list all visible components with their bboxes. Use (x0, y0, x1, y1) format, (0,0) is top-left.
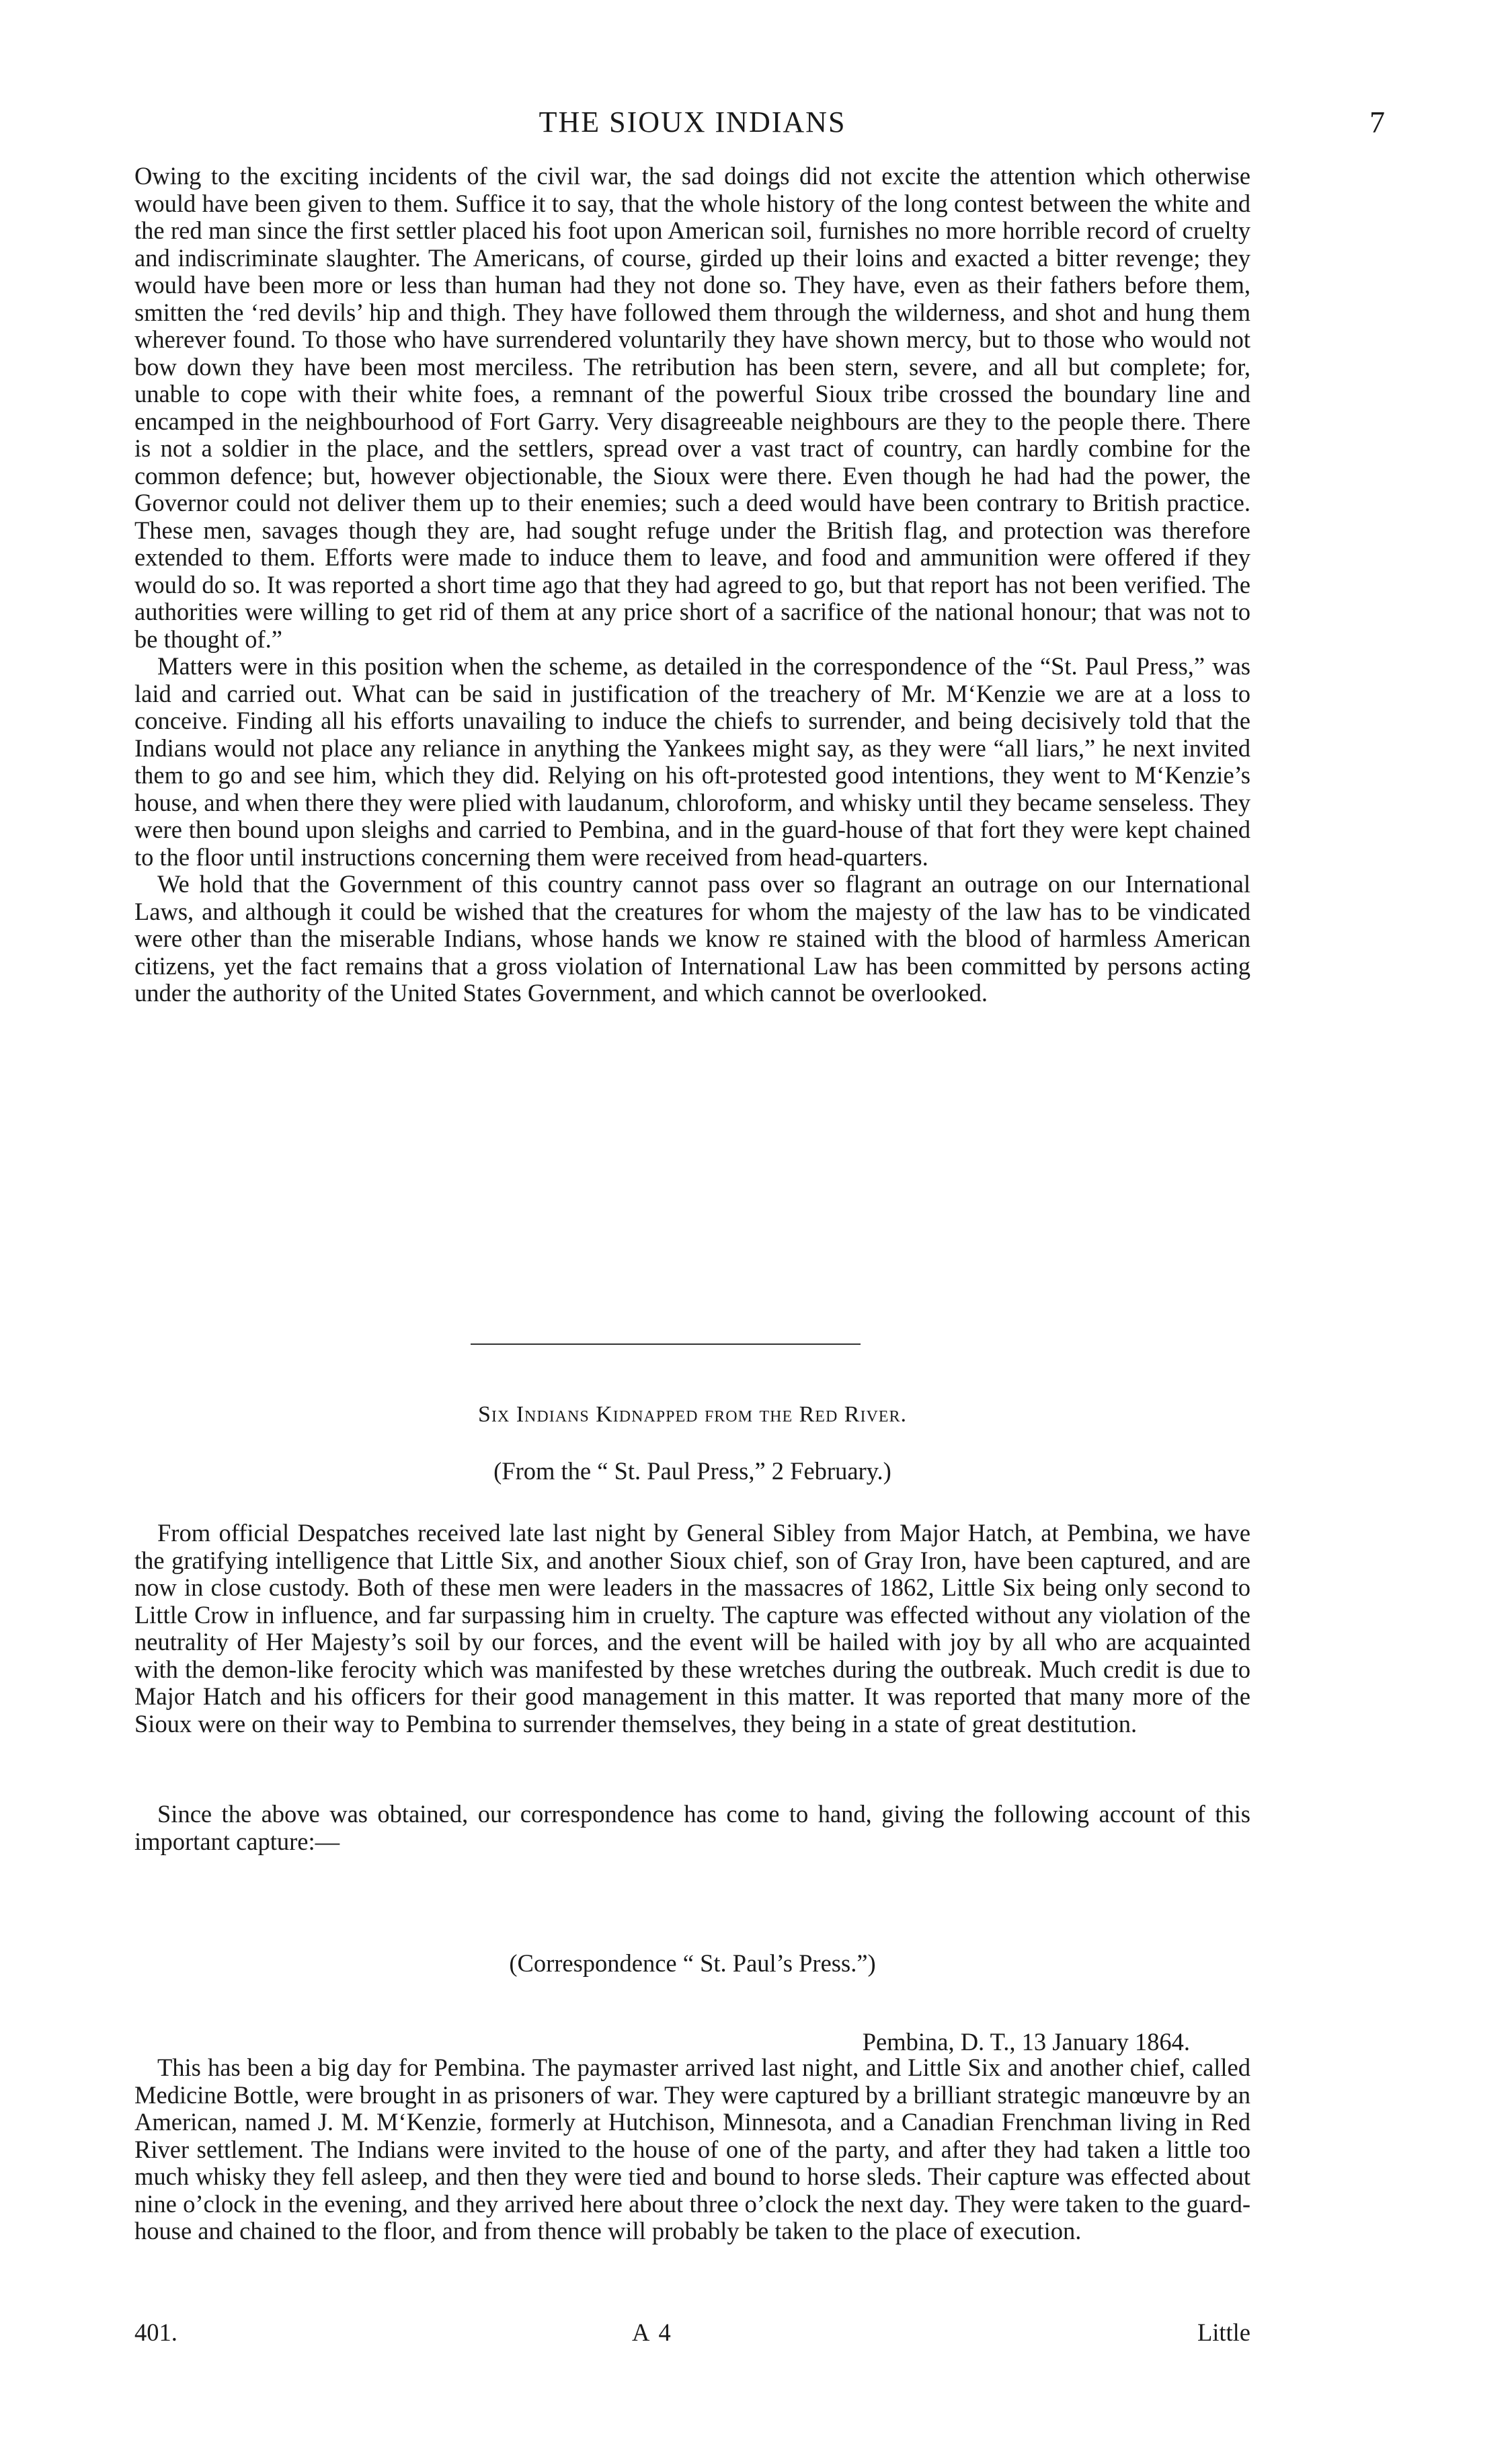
despatch-block (134, 1520, 1250, 1738)
section-divider (471, 1343, 861, 1345)
section-source: (From the “ St. Paul Press,” 2 February.) (493, 1457, 891, 1485)
signature-mark: A 4 (632, 2318, 673, 2346)
paragraph-3: We hold that the Government of this country cannot pass over so flagrant an outrage on our International Laws, and although it could be wished that the creatures for whom the majesty of the law has to be vindicated were other than the miserable Indians, whose hands we know re stained with the blood of harmless American citizens, yet the fact remains that a gross violation of International Law has been committed by persons acting under the authority of the United States Government, and which cannot be overlooked. (134, 870, 1250, 1007)
despatch-paragraph: From official Despatches received late last night by General Sibley from Major Hatch, at Pembina, we have the gratifying intelligence that Little Six, and another Sioux chief, son of Gray Iron, have been captured, and are now in close custody. Both of these men were leaders in the massacres of 1862, Little Six being only second to Little Crow in influence, and far surpassing him in cruelty. The capture was effected without any violation of the neutrality of Her Majesty’s soil by our forces, and the event will be hailed with joy by all who are acquainted with the demon-like ferocity which was manifested by these wretches during the outbreak. Much credit is due to Major Hatch and his officers for their good management in this matter. It was reported that many more of the Sioux were on their way to Pembina to surrender themselves, they being in a state of great destitution. (134, 1519, 1250, 1738)
body-text (134, 163, 1250, 1007)
correspondence-block (134, 2054, 1250, 2245)
section-heading (134, 1399, 1250, 1430)
account-intro-paragraph: Since the above was obtained, our correspondence has come to hand, giving the following account of this important capture:— (134, 1800, 1250, 1855)
paragraph-2: Matters were in this position when the scheme, as detailed in the correspondence of the “St. Paul Press,” was laid and carried out. What can be said in justification of the treachery of Mr. M‘Kenzie we are at a loss to conceive. Finding all his efforts unavailing to induce the chiefs to surrender, and being decisively told that the Indians would not place any reliance in anything the Yankees might say, as they were “all liars,” he next invited them to go and see him, which they did. Relying on his oft-protested good intentions, they went to M‘Kenzie’s house, and when there they were plied with laudanum, chloroform, and whisky until they became senseless. They were then bound upon sleighs and carried to Pembina, and in the guard-house of that fort they were kept chained to the floor until instructions concerning them were received from head-quarters. (134, 652, 1250, 871)
page-number: 7 (1369, 105, 1385, 139)
dateline: Pembina, D. T., 13 January 1864. (862, 2028, 1190, 2056)
account-intro-block (134, 1801, 1250, 1855)
catchword: Little (1197, 2318, 1250, 2346)
running-head (134, 102, 1385, 143)
running-title: THE SIOUX INDIANS (539, 106, 846, 139)
correspondence-paragraph: This has been a big day for Pembina. The paymaster arrived last night, and Little Six and another chief, called Medicine Bottle, were brought in as prisoners of war. They were captured by a brilliant strategic manœuvre by an American, named J. M. M‘Kenzie, formerly at Hutchison, Minnesota, and a Canadian Frenchman living in Red River settlement. The Indians were invited to the house of one of the party, and after they had taken a little too much whisky they fell asleep, and then they were tied and bound to horse sleds. Their capture was effected about nine o’clock in the evening, and they arrived here about three o’clock the next day. They were taken to the guard-house and chained to the floor, and from thence will probably be taken to the place of execution. (134, 2054, 1250, 2245)
section-heading-text: Six Indians Kidnapped from the Red River. (478, 1402, 907, 1427)
footer-number: 401. (134, 2318, 177, 2346)
correspondence-heading: (Correspondence “ St. Paul’s Press.”) (509, 1949, 876, 1977)
page-footer (134, 2316, 1250, 2349)
paragraph-1: Owing to the exciting incidents of the civil war, the sad doings did not excite the attention which otherwise would have been given to them. Suffice it to say, that the whole history of the long contest between the white and the red man since the first settler placed his foot upon American soil, furnishes no more horrible record of cruelty and indiscriminate slaughter. The Americans, of course, girded up their loins and exacted a bitter revenge; they would have been more or less than human had they not done so. They have, even as their fathers before them, smitten the ‘red devils’ hip and thigh. They have followed them through the wilderness, and shot and hung them wherever found. To those who have surrendered voluntarily they have shown mercy, but to those who would not bow down they have been most merciless. The retribution has been stern, severe, and all but complete; for, unable to cope with their white foes, a remnant of the powerful Sioux tribe crossed the boundary line and encamped in the neighbourhood of Fort Garry. Very disagreeable neighbours are they to the people there. There is not a soldier in the place, and the settlers, spread over a vast tract of country, can hardly combine for the common defence; but, however objectionable, the Sioux were there. Even though he had had the power, the Governor could not deliver them up to their enemies; such a deed would have been contrary to British practice. These men, savages though they are, had sought refuge under the British flag, and protection was therefore extended to them. Efforts were made to induce them to leave, and food and ammunition were offered if they would do so. It was reported a short time ago that they had agreed to go, but that report has not been verified. The authorities were willing to get rid of them at any price short of a sacrifice of the national honour; that was not to be thought of.” (134, 162, 1250, 653)
